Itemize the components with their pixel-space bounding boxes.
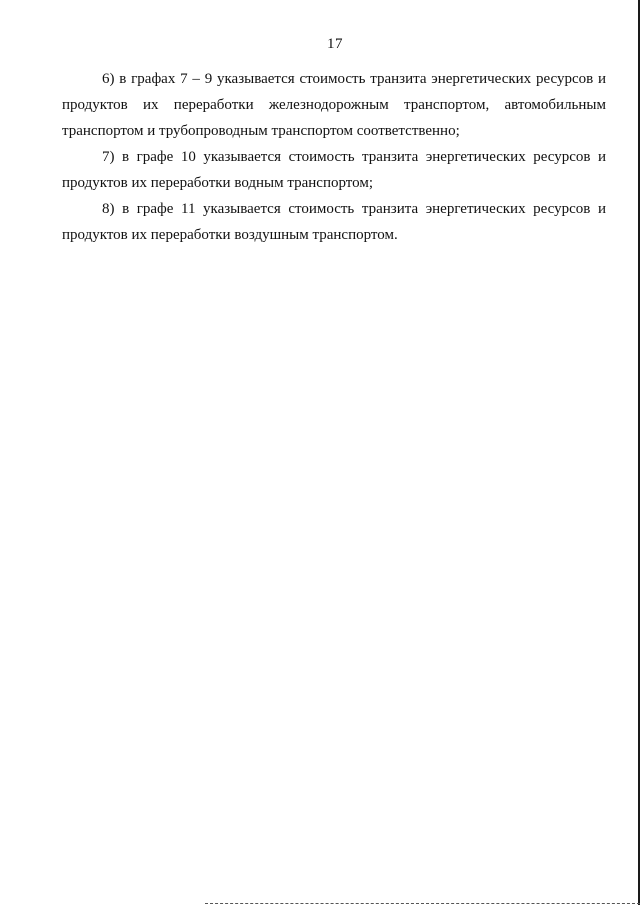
document-body	[62, 66, 606, 248]
paragraph-item-7: 7) в графе 10 указывается стоимость транзита энергетических ресурсов и продуктов их переработки водным транспортом;	[62, 149, 606, 191]
paragraph-item-8: 8) в графе 11 указывается стоимость транзита энергетических ресурсов и продуктов их переработки воздушным транспортом.	[62, 201, 606, 243]
paragraph-item-6: 6) в графах 7 – 9 указывается стоимость транзита энергетических ресурсов и продуктов их переработки железнодорожным транспортом, автомобильным транспортом и трубопроводным транспортом соответственно;	[62, 71, 606, 139]
scan-edge-bottom	[205, 902, 640, 904]
page-number: 17	[327, 36, 343, 52]
